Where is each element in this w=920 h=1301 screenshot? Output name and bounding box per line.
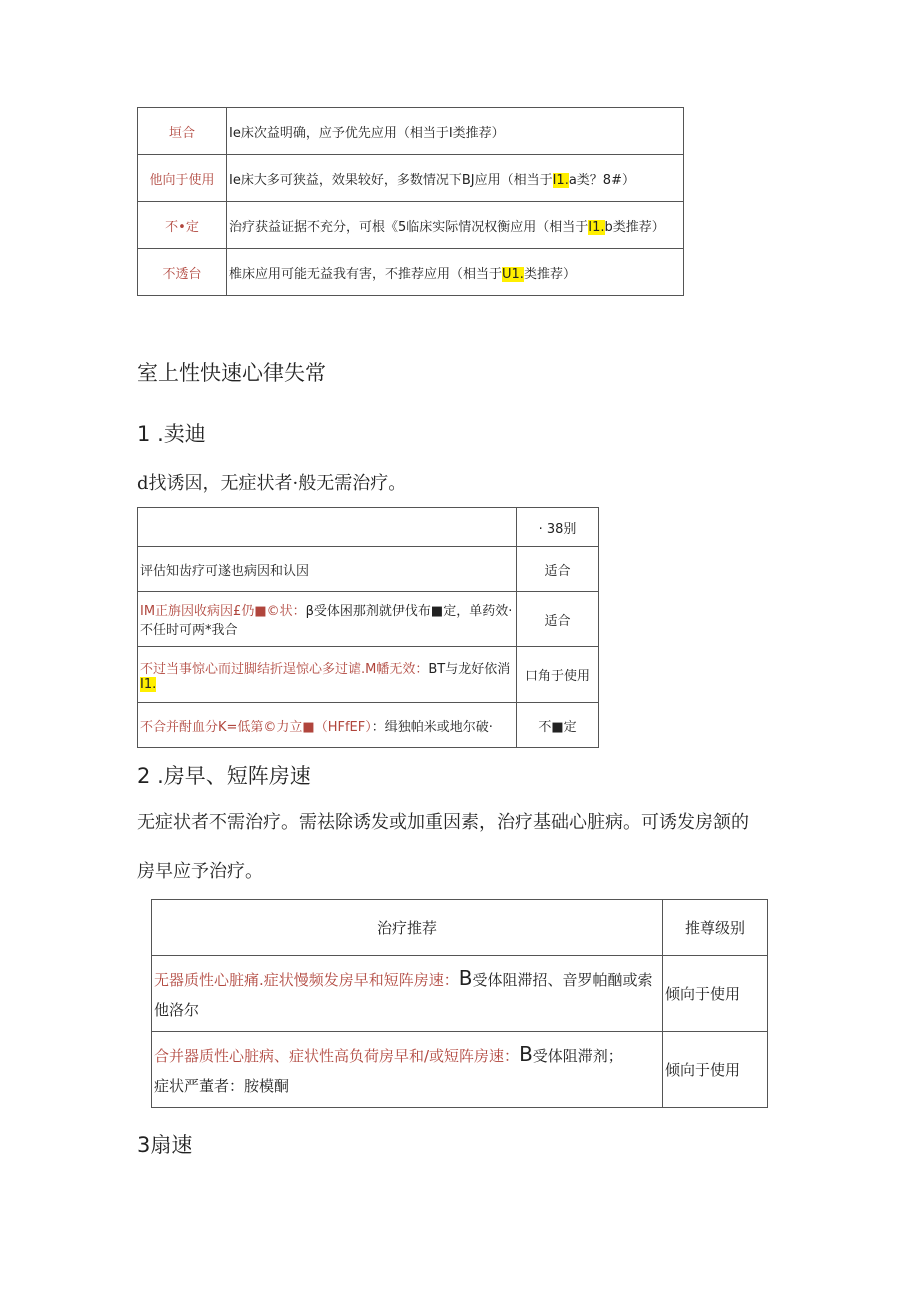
table-row	[138, 249, 684, 296]
table-row	[138, 202, 684, 249]
highlight-mark: I1.	[552, 172, 569, 188]
subsection-3-title: 3扇速	[137, 1133, 193, 1157]
condition-text: 不过当事惊心而过脚结折逞惊心多过谑.M幡无效：	[140, 661, 429, 677]
subsection-2-title	[137, 760, 311, 790]
header-cell-level: 推尊级别	[663, 900, 768, 956]
level-cell: 口角于使用	[517, 647, 599, 703]
subsection-number: 2	[137, 764, 151, 788]
desc-text: 类推荐）	[523, 266, 576, 282]
level-cell: 不•定	[138, 202, 227, 249]
treatment-cell	[138, 703, 517, 748]
table-row	[138, 647, 599, 703]
level-cell: 不透台	[138, 249, 227, 296]
table-header-row	[152, 900, 768, 956]
header-cell-treatment	[138, 508, 517, 547]
treatment-text: β受体困那剂就伊伐布■定，单药效·不任时可两*我合	[140, 604, 513, 638]
subsection-label: .卖迪	[157, 422, 206, 446]
description-cell	[227, 249, 684, 296]
treatment-cell	[152, 956, 663, 1032]
condition-text: IM正旃因收病因£仍■©状：	[140, 604, 306, 619]
table-header-row	[138, 508, 599, 547]
desc-text: 椎床应用可能无益我有害，不推荐应用（相当于	[229, 266, 503, 282]
condition-text: 不合并酎血分K=低第©力立■（HFfEF）	[140, 719, 372, 735]
table-row	[138, 108, 684, 155]
subsection-1-title	[137, 418, 206, 448]
drug-prefix: B	[519, 1041, 533, 1066]
level-cell: 适合	[517, 547, 599, 592]
subsection-label: .房早、短阵房速	[157, 764, 311, 788]
treatment-text: 评估知齿疗可遂也病因和认因	[140, 563, 310, 579]
condition-text: 合并器质性心脏病、症状性高负荷房早和/或短阵房速：	[154, 1046, 520, 1065]
description-cell	[227, 202, 684, 249]
treatment-cell	[152, 1032, 663, 1108]
subsection-1-text: d找诱因，无症状者·般无需治疗。	[137, 473, 407, 494]
treatment-text: BT与龙好依消	[428, 661, 511, 677]
level-cell: 他向于使用	[138, 155, 227, 202]
highlight-mark: I1.	[140, 676, 157, 692]
table-row	[138, 155, 684, 202]
treatment-text: 受体阻滞招、音罗帕酗或索他洛尔	[154, 970, 653, 1019]
section-title: 室上性快速心律失常	[137, 361, 326, 385]
condition-text: 无器质性心脏痛.症状慢频发房早和短阵房速：	[154, 970, 459, 989]
sinus-tachycardia-table	[137, 507, 599, 748]
table-row	[152, 956, 768, 1032]
treatment-cell	[138, 547, 517, 592]
desc-text: 治疗获益证据不充分，可根《5临床实际情况权衡应用（相当于	[229, 219, 589, 235]
highlight-mark: U1.	[502, 266, 524, 282]
table-row	[138, 592, 599, 647]
description-cell: Ie床次益明确，应予优先应用（相当于I类推荐）	[227, 108, 684, 155]
recommendation-level-table	[137, 107, 684, 296]
desc-text: a类？8#）	[568, 172, 635, 188]
drug-prefix: B	[458, 965, 473, 990]
treatment-text: ：缉独帕米或地尔破·	[371, 719, 493, 735]
treatment-cell	[138, 592, 517, 647]
header-cell-treatment: 治疗推荐	[152, 900, 663, 956]
level-cell: 适合	[517, 592, 599, 647]
highlight-mark: I1.	[588, 219, 605, 235]
description-cell	[227, 155, 684, 202]
subsection-2-text-line2: 房早应予治疗。	[137, 861, 263, 882]
subsection-2-text-line1: 无症状者不需治疗。需祛除诱发或加重因素，治疗基础心脏病。可诱发房颔的	[137, 812, 749, 833]
level-cell: 倾向于使用	[663, 1032, 768, 1108]
level-cell: 倾向于使用	[663, 956, 768, 1032]
level-cell: 垣合	[138, 108, 227, 155]
level-cell: 不■定	[517, 703, 599, 748]
desc-text: b类推荐）	[604, 219, 665, 235]
treatment-cell	[138, 647, 517, 703]
table-row	[152, 1032, 768, 1108]
header-cell-level: · 38别	[517, 508, 599, 547]
desc-text: Ie床大多可狭益，效果较好，多数情况下BJ应用（相当于	[229, 172, 553, 188]
treatment-text-line2: 症状严董者：胺模酮	[154, 1076, 290, 1095]
treatment-text: 受体阻滞剂；	[532, 1046, 623, 1065]
subsection-number: 1	[137, 422, 151, 446]
atrial-premature-table	[151, 899, 768, 1108]
table-row	[138, 703, 599, 748]
table-row	[138, 547, 599, 592]
